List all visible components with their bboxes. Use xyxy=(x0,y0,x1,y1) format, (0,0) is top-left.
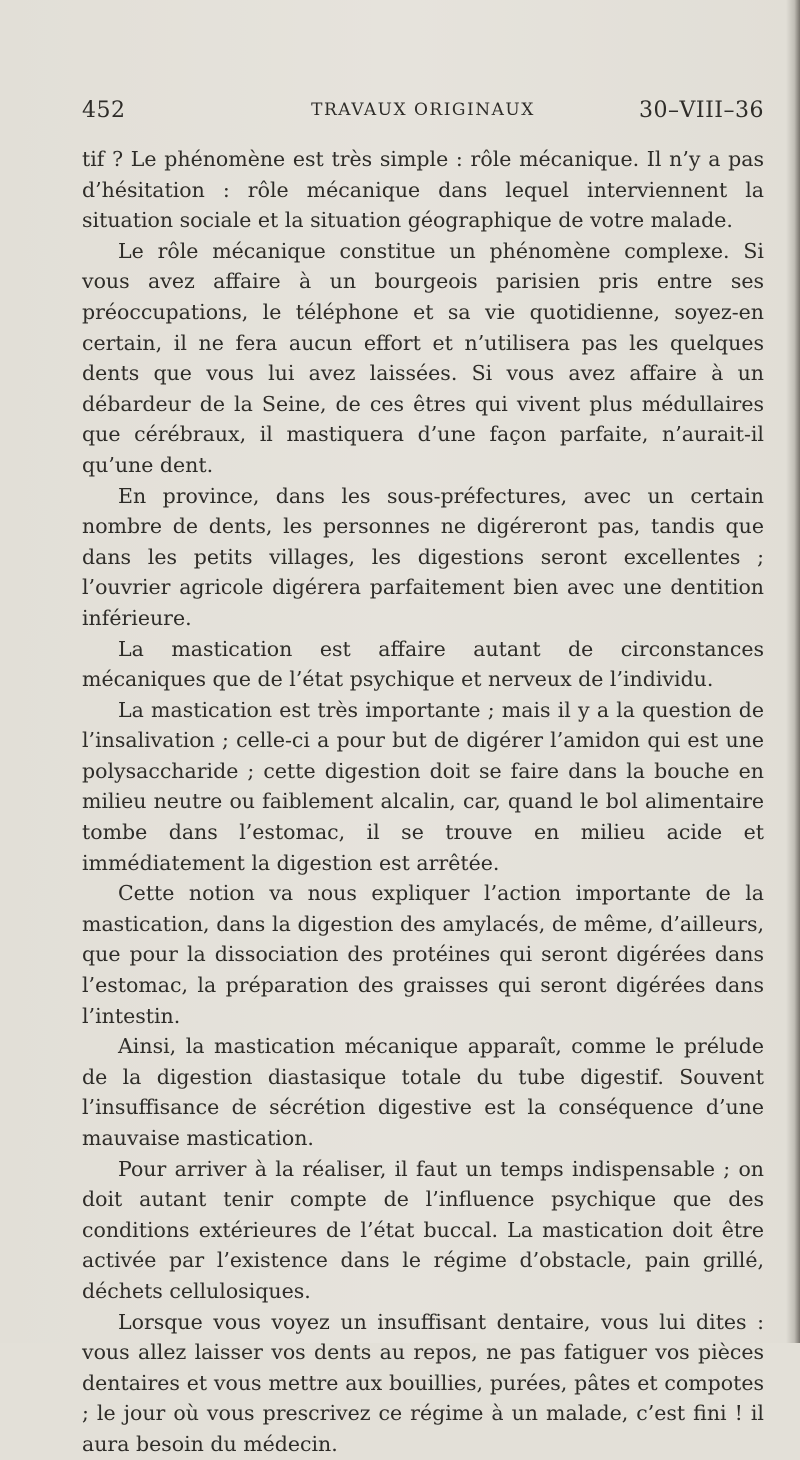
issue-date: 30–VIII–36 xyxy=(639,98,764,123)
paragraph-3: En province, dans les sous-préfectures, avec un certain nombre de dents, les personnes ne digéreront pas, tandis que dans les petits villages, les digestions seront excellentes ; l’ouvrier agricole digérera parfaitement bien avec une dentition inférieure. xyxy=(82,483,764,630)
page-edge-shadow xyxy=(786,0,800,1343)
paragraph-1: tif ? Le phénomène est très simple : rôle mécanique. Il n’y a pas d’hésitation : rôle mécanique dans lequel interviennent la situation sociale et la situation géographique de votre malade. xyxy=(82,147,764,233)
running-title: TRAVAUX ORIGINAUX xyxy=(311,100,535,120)
paragraph-5: La mastication est très importante ; mais il y a la question de l’insalivation ; celle-ci a pour but de digérer l’amidon qui est une polysaccharide ; cette digestion doit se faire dans la bouche en milieu neutre ou faiblement alcalin, car, quand le bol alimentaire tombe dans l’estomac, il se trouve en milieu acide et immédiatement la digestion est arrêtée. xyxy=(82,697,764,875)
body-text xyxy=(82,144,764,1460)
paragraph-7: Ainsi, la mastication mécanique apparaît, comme le prélude de la digestion diastasique totale du tube digestif. Souvent l’insuffisance de sécrétion digestive est la conséquence d’une mauvaise mastication. xyxy=(82,1034,764,1150)
paragraph-9: Lorsque vous voyez un insuffisant dentaire, vous lui dites : vous allez laisser vos dents au repos, ne pas fatiguer vos pièces dentaires et vous mettre aux bouillies, purées, pâtes et compotes ; le jour où vous prescrivez ce régime à un malade, c’est fini ! il aura besoin du médecin. xyxy=(82,1309,764,1456)
running-header xyxy=(82,98,764,128)
page-number: 452 xyxy=(82,98,126,123)
paragraph-4: La mastication est affaire autant de circonstances mécaniques que de l’état psychique et nerveux de l’individu. xyxy=(82,636,764,692)
paragraph-6: Cette notion va nous expliquer l’action importante de la mastication, dans la digestion des amylacés, de même, d’ailleurs, que pour la dissociation des protéines qui seront digérées dans l’estomac, la préparation des graisses qui seront digérées dans l’intestin. xyxy=(82,881,764,1028)
paragraph-8: Pour arriver à la réaliser, il faut un temps indispensable ; on doit autant tenir compte de l’influence psychique que des conditions extérieures de l’état buccal. La mastication doit être activée par l’existence dans le régime d’obstacle, pain grillé, déchets cellulosiques. xyxy=(82,1156,764,1303)
paragraph-2: Le rôle mécanique constitue un phénomène complexe. Si vous avez affaire à un bourgeois parisien pris entre ses préoccupations, le téléphone et sa vie quotidienne, soyez-en certain, il ne fera aucun effort et n’utilisera pas les quelques dents que vous lui avez laissées. Si vous avez affaire à un débardeur de la Seine, de ces êtres qui vivent plus médullaires que cérébraux, il mastiquera d’une façon parfaite, n’aurait-il qu’une dent. xyxy=(82,238,764,477)
